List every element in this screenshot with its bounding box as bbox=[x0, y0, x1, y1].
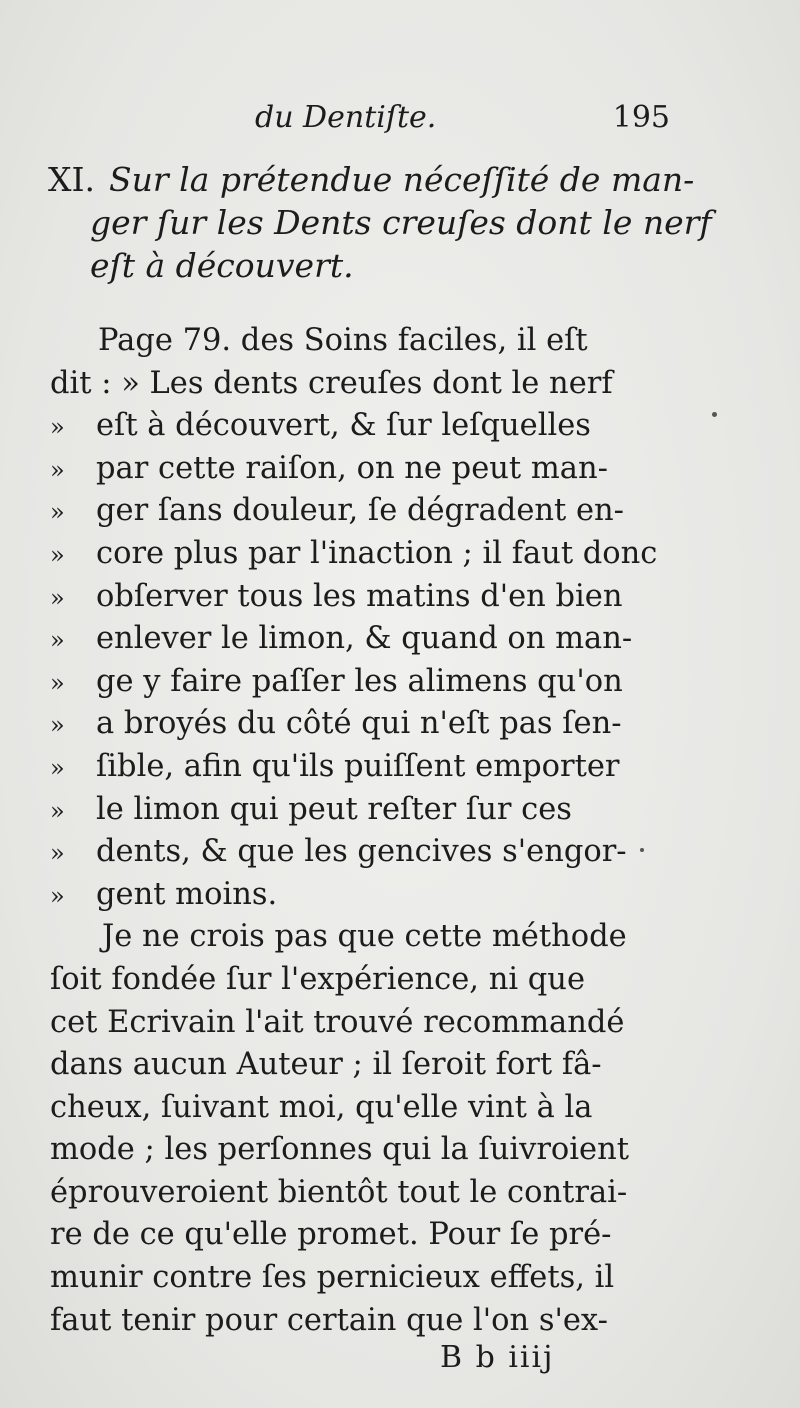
text-line: munir contre ſes pernicieux effets, il bbox=[50, 1260, 615, 1296]
ink-speck bbox=[712, 412, 717, 417]
section-number: XI. bbox=[48, 160, 96, 199]
running-head-title: du Dentiſte. bbox=[255, 100, 437, 135]
text-line: mode ; les perſonnes qui la ſuivroient bbox=[50, 1132, 629, 1168]
quote-mark: » bbox=[50, 413, 65, 442]
body-text bbox=[50, 320, 675, 1342]
text-line bbox=[50, 405, 675, 448]
section-heading bbox=[48, 158, 712, 287]
line-text: ſible, afin qu'ils puiſſent emporter bbox=[96, 748, 620, 784]
text-line bbox=[50, 703, 675, 746]
quote-mark: » bbox=[50, 583, 65, 612]
text-line bbox=[50, 618, 675, 661]
line-text: le limon qui peut reſter ſur ces bbox=[96, 791, 572, 827]
text-line bbox=[50, 448, 675, 491]
quote-mark: » bbox=[50, 540, 65, 569]
line-text: obſerver tous les matins d'en bien bbox=[96, 578, 623, 614]
heading-line bbox=[48, 158, 695, 201]
line-text: ge y faire paſſer les alimens qu'on bbox=[96, 663, 623, 699]
quote-mark: » bbox=[50, 626, 65, 655]
text-line: re de ce qu'elle promet. Pour ſe pré- bbox=[50, 1217, 612, 1253]
quote-mark: » bbox=[50, 498, 65, 527]
text-line bbox=[50, 831, 675, 874]
line-text: gent moins. bbox=[96, 876, 278, 912]
text-line bbox=[50, 490, 675, 533]
heading-text: Sur la prétendue néceſſité de man- bbox=[109, 160, 695, 199]
line-text: a broyés du côté qui n'eſt pas ſen- bbox=[96, 706, 622, 742]
line-text: dents, & que les gencives s'engor- bbox=[96, 834, 627, 870]
text-line bbox=[50, 661, 675, 704]
quote-mark: » bbox=[50, 711, 65, 740]
text-line: dans aucun Auteur ; il ſeroit fort fâ- bbox=[50, 1047, 602, 1083]
line-text: ger ſans douleur, ſe dégradent en- bbox=[96, 493, 624, 529]
text-line: cet Ecrivain l'ait trouvé recommandé bbox=[50, 1004, 625, 1040]
text-line bbox=[50, 533, 675, 576]
text-line: ſoit fondée ſur l'expérience, ni que bbox=[50, 961, 586, 997]
text-line: cheux, ſuivant moi, qu'elle vint à la bbox=[50, 1089, 593, 1125]
line-text: dit : » Les dents creuſes dont le nerf bbox=[50, 365, 613, 401]
page-number: 195 bbox=[612, 100, 670, 135]
text-line: éprouveroient bientôt tout le contrai- bbox=[50, 1174, 628, 1210]
quote-mark: » bbox=[50, 839, 65, 868]
quote-mark: » bbox=[50, 753, 65, 782]
quote-mark: » bbox=[50, 455, 65, 484]
quote-mark: » bbox=[50, 796, 65, 825]
text-line bbox=[50, 874, 675, 917]
line-text: par cette raiſon, on ne peut man- bbox=[96, 450, 608, 486]
text-line bbox=[50, 576, 675, 619]
text-line: Je ne crois pas que cette méthode bbox=[102, 919, 627, 955]
quote-mark: » bbox=[50, 668, 65, 697]
text-line bbox=[50, 363, 675, 406]
heading-line: ger ſur les Dents creuſes dont le nerf bbox=[90, 203, 712, 242]
line-text: eſt à découvert, & ſur leſquelles bbox=[96, 408, 591, 444]
signature-mark: B b iiij bbox=[440, 1340, 555, 1375]
line-text: enlever le limon, & quand on man- bbox=[96, 621, 633, 657]
text-line bbox=[50, 789, 675, 832]
text-line bbox=[50, 320, 675, 363]
heading-line: eſt à découvert. bbox=[90, 246, 354, 285]
text-line bbox=[50, 746, 675, 789]
quote-mark: » bbox=[50, 881, 65, 910]
running-head bbox=[255, 100, 670, 144]
line-text: Page 79. des Soins faciles, il eſt bbox=[98, 323, 588, 358]
line-text: core plus par l'inaction ; il faut donc bbox=[96, 535, 658, 571]
text-line: faut tenir pour certain que l'on s'ex- bbox=[50, 1302, 608, 1338]
